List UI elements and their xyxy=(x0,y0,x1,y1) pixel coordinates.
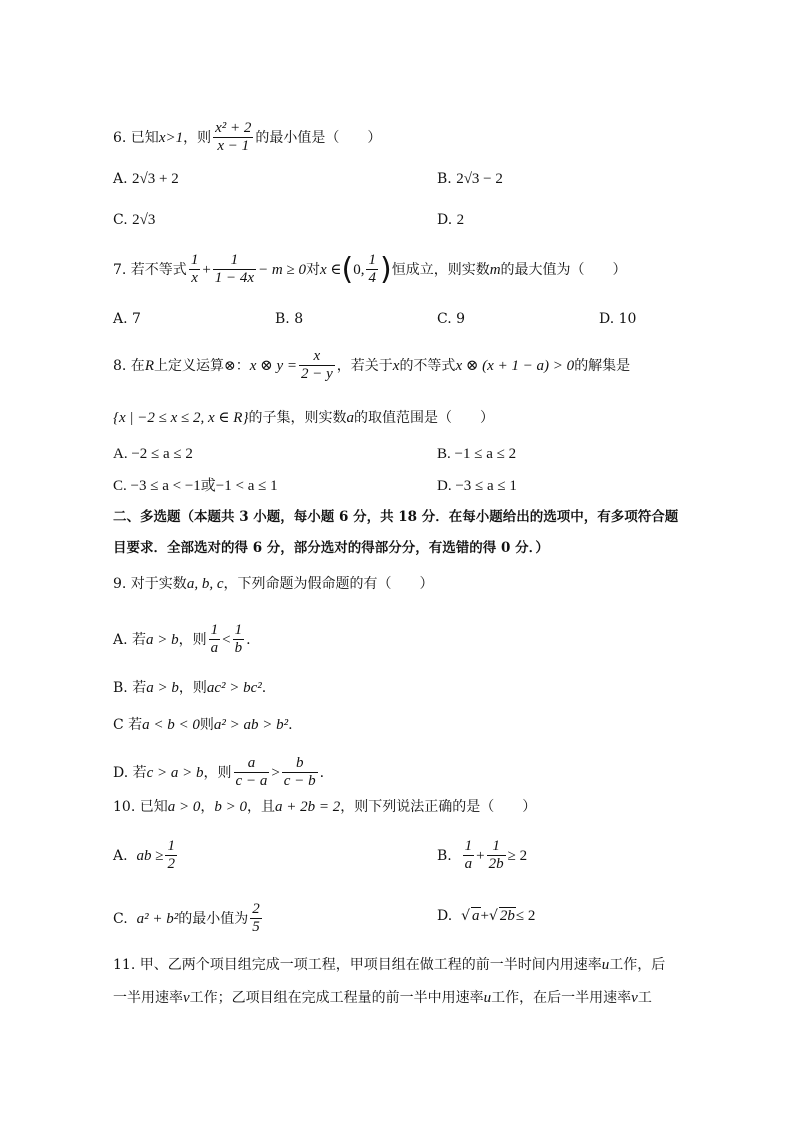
q8-line-2 xyxy=(113,411,494,426)
q10-option-b-fraction-1 xyxy=(463,838,475,874)
q9-prefix: 9. 对于实数 xyxy=(113,576,187,592)
q9-option-a-prefix: A. 若 xyxy=(113,631,147,648)
q8-option-d: D. −3 ≤ a ≤ 1 xyxy=(437,478,517,494)
q10-option-c-label: C. xyxy=(113,910,128,927)
q8-x: x xyxy=(392,357,400,374)
q11-u1: u xyxy=(601,957,610,973)
q9-d-f2-den: c − b xyxy=(283,773,316,790)
q9-option-b-result: ac² > bc² xyxy=(206,680,262,696)
q10-option-d-plus: + xyxy=(480,908,489,924)
q11-u2: u xyxy=(483,990,492,1006)
q9-option-c-end: . xyxy=(288,717,293,733)
q10-d-radical-2: √ xyxy=(488,908,498,924)
q9-option-a xyxy=(113,622,251,658)
q11-v1: v xyxy=(183,990,190,1006)
q6-suffix: 的最小值是（ ） xyxy=(255,129,382,146)
q7-fraction-1-numerator: 1 xyxy=(189,252,201,270)
q10-sep-1: ， xyxy=(200,799,215,815)
q9-option-d-fraction-1 xyxy=(234,755,270,791)
q9-option-d-prefix: D. 若 xyxy=(113,764,147,781)
q6-option-d-label: D. xyxy=(437,212,457,228)
q8-line-2-text: 的子集，则实数 xyxy=(248,410,347,426)
q10-b-f2-num: 1 xyxy=(487,838,506,856)
q10-option-d xyxy=(437,907,535,925)
q8-expression: x ⊗ y = xyxy=(249,357,297,374)
q10-option-d-label: D. xyxy=(437,908,453,924)
q10-a-num: 1 xyxy=(165,838,177,856)
q10-b-f2-den: 2b xyxy=(488,856,504,873)
q6-fraction xyxy=(213,120,253,156)
question-7-stem xyxy=(113,252,627,288)
q10-option-c-fraction xyxy=(250,901,262,937)
question-8-stem xyxy=(113,348,630,384)
q10-suffix: ，则下列说法正确的是（ ） xyxy=(340,799,537,815)
q9-option-a-mid: ，则 xyxy=(178,631,207,648)
q8-text-4: 的解集是 xyxy=(574,357,631,374)
q7-fraction-3 xyxy=(366,252,378,288)
q9-option-a-lt: < xyxy=(222,631,231,648)
question-11-line-1 xyxy=(113,958,665,973)
q7-fraction-2 xyxy=(213,252,256,288)
q8-text-2: ，若关于 xyxy=(336,357,393,374)
q6-option-c xyxy=(113,213,155,228)
q8-solution-set: {x | −2 ≤ x ≤ 2, x ∈ R} xyxy=(113,410,249,426)
q9-option-a-end: . xyxy=(246,631,251,648)
q10-condition-2: b > 0 xyxy=(214,799,247,815)
question-6-stem xyxy=(113,120,381,156)
q11-line-2-b: 工作；乙项目组在完成工程量的前一半中用速率 xyxy=(189,990,484,1006)
q6-option-d-value: 2 xyxy=(456,212,465,228)
q6-option-b-value: 2√3 − 2 xyxy=(456,171,503,187)
q7-suffix-1: 恒成立，则实数 xyxy=(391,261,490,278)
q11-v2: v xyxy=(631,990,638,1006)
q6-option-b xyxy=(437,172,503,187)
q10-option-a-label: A. xyxy=(113,847,128,864)
q9-option-d-fraction-2 xyxy=(282,755,318,791)
q6-option-a-value: 2√3 + 2 xyxy=(132,171,179,187)
q7-fraction-3-numerator: 1 xyxy=(366,252,378,270)
q10-a-den: 2 xyxy=(167,856,175,873)
q9-option-c-result: a² > ab > b² xyxy=(213,717,289,733)
q9-option-b-mid: ，则 xyxy=(178,680,207,696)
q7-mid: 对 xyxy=(306,261,320,278)
q7-option-a: A. 7 xyxy=(113,311,141,327)
q6-option-d xyxy=(437,213,464,228)
q10-b-f1-num: 1 xyxy=(463,838,475,856)
q10-d-radicand-a: a xyxy=(472,908,480,924)
q9-variables: a, b, c xyxy=(186,576,224,592)
q8-text-1: 上定义运算⊗： xyxy=(153,357,250,374)
q10-d-radical-1: √ xyxy=(461,908,471,924)
q10-option-d-rest: ≤ 2 xyxy=(515,908,536,924)
q10-option-c-text: 的最小值为 xyxy=(178,910,249,927)
q6-comma: ，则 xyxy=(183,129,212,146)
q11-line-2-d: 工 xyxy=(637,990,652,1006)
q6-option-b-label: B. xyxy=(437,171,457,187)
q8-inequality: x ⊗ (x + 1 − a) > 0 xyxy=(455,357,575,374)
q8-option-a: A. −2 ≤ a ≤ 2 xyxy=(113,446,193,462)
q7-fraction-3-denominator: 4 xyxy=(368,270,376,287)
q7-m: m xyxy=(489,261,501,278)
q9-option-d-end: . xyxy=(319,764,325,781)
q6-option-a-label: A. xyxy=(113,171,133,187)
section-2-header-line-2: 目要求．全部选对的得 6 分，部分选对的得部分分，有选错的得 0 分．） xyxy=(113,540,549,556)
q10-sep-2: ，且 xyxy=(246,799,275,815)
q8-fraction-numerator: x xyxy=(299,348,335,366)
q10-c-den: 5 xyxy=(252,919,260,936)
q9-suffix: ，下列命题为假命题的有（ ） xyxy=(223,576,434,592)
q10-option-a xyxy=(113,838,179,874)
q10-option-b-rest: ≥ 2 xyxy=(507,847,528,864)
q7-right-paren: ) xyxy=(379,251,392,287)
q6-fraction-denominator: x − 1 xyxy=(217,138,250,155)
section-2-header-line-1: 二、多选题（本题共 3 小题，每小题 6 分，共 18 分．在每小题给出的选项中，有多项符合题 xyxy=(113,509,679,525)
q8-line-2-suffix: 的取值范围是（ ） xyxy=(353,410,494,426)
q10-option-b-plus: + xyxy=(476,847,485,864)
q6-fraction-numerator: x² + 2 xyxy=(213,120,253,138)
q7-suffix-2: 的最大值为（ ） xyxy=(500,261,627,278)
q11-line-2-c: 工作，在后一半用速率 xyxy=(491,990,632,1006)
q9-option-c-prefix: C 若 xyxy=(113,717,143,733)
q8-set-r: R xyxy=(144,357,154,374)
q9-option-a-condition: a > b xyxy=(146,631,179,648)
q7-option-b: B. 8 xyxy=(275,311,304,327)
q9-a-f1-num: 1 xyxy=(209,622,221,640)
q8-fraction xyxy=(299,348,335,384)
q9-d-f2-num: b xyxy=(282,755,318,773)
q7-fraction-2-denominator: 1 − 4x xyxy=(214,270,255,287)
q10-option-b-fraction-2 xyxy=(487,838,506,874)
q7-inequality-rest: − m ≥ 0 xyxy=(258,261,306,278)
q9-a-f2-num: 1 xyxy=(233,622,245,640)
q7-x-in: x ∈ xyxy=(320,261,342,278)
q9-option-d-condition: c > a > b xyxy=(146,764,204,781)
q9-option-d-gt: > xyxy=(271,764,280,781)
q9-option-d xyxy=(113,755,324,791)
q7-prefix: 7. 若不等式 xyxy=(113,261,187,278)
q9-option-b xyxy=(113,681,266,696)
q8-fraction-denominator: 2 − y xyxy=(300,366,333,383)
q8-prefix: 8. 在 xyxy=(113,357,145,374)
q8-option-b: B. −1 ≤ a ≤ 2 xyxy=(437,446,517,462)
question-11-line-2 xyxy=(113,991,652,1006)
q6-option-c-label: C. xyxy=(113,212,133,228)
q6-prefix: 6. 已知 xyxy=(113,129,159,146)
q7-fraction-2-numerator: 1 xyxy=(213,252,256,270)
q9-d-f1-num: a xyxy=(234,755,270,773)
q9-option-b-end: . xyxy=(261,680,267,696)
q9-option-a-fraction-2 xyxy=(233,622,245,658)
q10-option-c-expr: a² + b² xyxy=(136,910,179,927)
q7-plus: + xyxy=(202,261,211,278)
q7-fraction-1 xyxy=(189,252,201,288)
q10-d-radicand-b: 2b xyxy=(499,908,515,924)
q7-option-c: C. 9 xyxy=(437,311,466,327)
q9-option-b-condition: a > b xyxy=(146,680,179,696)
q7-left-paren: ( xyxy=(341,251,354,287)
q9-option-c xyxy=(113,718,293,733)
q10-condition-3: a + 2b = 2 xyxy=(274,799,341,815)
q9-option-c-condition: a < b < 0 xyxy=(142,717,200,733)
q11-line-1-a: 11. 甲、乙两个项目组完成一项工程，甲项目组在做工程的前一半时间内用速率 xyxy=(113,957,602,973)
q9-option-a-fraction-1 xyxy=(209,622,221,658)
q10-b-f1-den: a xyxy=(464,856,473,873)
q6-option-a xyxy=(113,172,179,187)
q10-c-num: 2 xyxy=(250,901,262,919)
q9-option-d-mid: ，则 xyxy=(203,764,232,781)
q11-line-2-a: 一半用速率 xyxy=(113,990,183,1006)
q6-condition: x>1 xyxy=(158,129,184,146)
q10-prefix: 10. 已知 xyxy=(113,799,168,815)
q10-option-a-fraction xyxy=(165,838,177,874)
question-9-stem xyxy=(113,577,433,592)
q6-option-c-value: 2√3 xyxy=(132,212,156,228)
q9-a-f1-den: a xyxy=(210,640,219,657)
q7-option-d: D. 10 xyxy=(599,311,637,327)
question-10-stem xyxy=(113,800,536,815)
q8-option-c: C. −3 ≤ a < −1或−1 < a ≤ 1 xyxy=(113,478,278,494)
q11-line-1-b: 工作，后 xyxy=(609,957,666,973)
q9-option-b-prefix: B. 若 xyxy=(113,680,147,696)
q10-condition-1: a > 0 xyxy=(167,799,201,815)
q9-option-c-mid: 则 xyxy=(199,717,214,733)
q10-option-b-label: B. xyxy=(437,847,452,864)
q7-interval-start: 0, xyxy=(353,261,365,278)
q10-option-b xyxy=(437,838,527,874)
q8-a: a xyxy=(346,410,354,426)
q10-option-a-expr: ab ≥ xyxy=(136,847,164,864)
q7-fraction-1-denominator: x xyxy=(191,270,198,287)
q9-a-f2-den: b xyxy=(234,640,243,657)
q10-option-c xyxy=(113,901,264,937)
q8-text-3: 的不等式 xyxy=(399,357,456,374)
q9-d-f1-den: c − a xyxy=(235,773,268,790)
